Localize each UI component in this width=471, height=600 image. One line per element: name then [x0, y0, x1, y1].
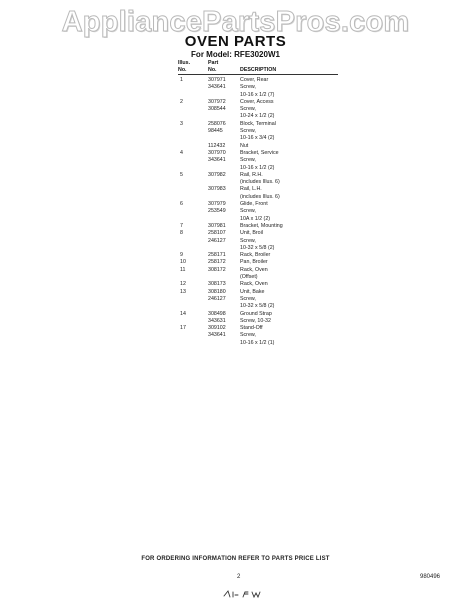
illus-number — [178, 84, 208, 91]
table-row — [178, 113, 338, 120]
illus-number — [178, 318, 208, 325]
illus-number — [178, 128, 208, 135]
illus-number: 13 — [180, 288, 186, 295]
table-row — [178, 238, 338, 245]
part-description: (includes Illus. 6) — [240, 179, 280, 186]
part-number: 246127 — [208, 295, 226, 302]
table-row — [178, 332, 338, 339]
table-row — [178, 77, 338, 84]
table-row — [178, 106, 338, 113]
part-description: Screw, — [240, 157, 256, 164]
part-number: 258171 — [208, 252, 226, 259]
illus-number: 8 — [180, 230, 183, 237]
part-number — [208, 179, 240, 186]
table-row — [178, 172, 338, 179]
part-description: Screw, — [240, 208, 256, 215]
part-description: Ground Strap — [240, 310, 272, 317]
table-row — [178, 92, 338, 99]
part-number — [208, 340, 240, 347]
illus-number — [178, 92, 208, 99]
part-number: 308498 — [208, 310, 226, 317]
handwritten-mark — [222, 589, 266, 599]
part-description: (Offset) — [240, 274, 258, 281]
illus-number: 10 — [180, 259, 186, 266]
table-row — [178, 245, 338, 252]
table-row — [178, 157, 338, 164]
table-row — [178, 252, 338, 259]
part-description: Block, Terminal — [240, 120, 276, 127]
part-number: 343641 — [208, 332, 226, 339]
illus-number — [178, 332, 208, 339]
illus-number: 1 — [180, 77, 183, 83]
part-number: 258172 — [208, 259, 226, 266]
table-row — [178, 311, 338, 318]
part-number — [208, 216, 240, 223]
watermark-logo: AppliancePartsPros.com — [61, 6, 410, 38]
table-row — [178, 84, 338, 91]
part-description: 10-32 x 5/8 (2) — [240, 303, 275, 310]
table-row — [178, 186, 338, 193]
table-row — [178, 289, 338, 296]
illus-number — [178, 208, 208, 215]
illus-number: 7 — [180, 222, 183, 229]
part-description: Rack, Oven — [240, 281, 268, 288]
illus-number — [178, 143, 208, 150]
illus-number: 3 — [180, 120, 183, 127]
part-number: 307982 — [208, 171, 226, 178]
illus-number — [178, 245, 208, 252]
part-number: 98445 — [208, 128, 223, 135]
table-row — [178, 274, 338, 281]
part-description: Rail, L.H. — [240, 186, 262, 193]
part-number — [208, 274, 240, 281]
part-description: 10-16 x 1/2 (1) — [240, 339, 275, 346]
table-header-row-2 — [178, 67, 338, 76]
illus-number — [178, 340, 208, 347]
page-number: 2 — [237, 574, 241, 580]
part-number — [208, 303, 240, 310]
table-row — [178, 194, 338, 201]
illus-number — [178, 186, 208, 193]
part-number — [208, 194, 240, 201]
page-title: OVEN PARTS — [184, 33, 287, 50]
part-description: 10-24 x 1/2 (2) — [240, 113, 275, 120]
part-number: 112432 — [208, 142, 226, 149]
table-row — [178, 121, 338, 128]
header-illus-line2: No. — [178, 66, 187, 73]
illus-number: 14 — [180, 310, 186, 317]
table-row — [178, 99, 338, 106]
part-number: 258076 — [208, 120, 226, 127]
part-description: 10-16 x 1/2 (7) — [240, 91, 275, 98]
part-number — [208, 135, 240, 142]
header-part-line1: Part — [208, 60, 219, 66]
part-description: Screw, — [240, 237, 256, 244]
table-row — [178, 296, 338, 303]
table-row — [178, 318, 338, 325]
table-row — [178, 143, 338, 150]
table-row — [178, 216, 338, 223]
part-number — [208, 113, 240, 120]
table-row — [178, 303, 338, 310]
illus-number — [178, 194, 208, 201]
table-row — [178, 201, 338, 208]
table-row — [178, 208, 338, 215]
illus-number: 11 — [180, 266, 186, 273]
part-description: Cover, Rear — [240, 77, 269, 83]
table-row — [178, 150, 338, 157]
table-row — [178, 267, 338, 274]
part-description: Screw, — [240, 84, 256, 91]
table-row — [178, 281, 338, 288]
part-number: 309102 — [208, 325, 226, 332]
part-number: 307981 — [208, 222, 226, 229]
table-row — [178, 259, 338, 266]
illus-number — [178, 165, 208, 172]
table-row — [178, 223, 338, 230]
illus-number — [178, 296, 208, 303]
part-number: 307979 — [208, 201, 226, 208]
part-description: Pan, Broiler — [240, 259, 268, 266]
illus-number — [178, 106, 208, 113]
illus-number: 17 — [180, 325, 186, 332]
part-description: Stand-Off — [240, 325, 263, 332]
illus-number — [178, 113, 208, 120]
part-description: Screw, 10-32 — [240, 317, 271, 324]
table-row — [178, 128, 338, 135]
header-description: DESCRIPTION — [240, 66, 277, 73]
part-description: Rack, Oven — [240, 266, 268, 273]
table-row — [178, 325, 338, 332]
part-number: 307970 — [208, 149, 226, 156]
part-number: 343641 — [208, 84, 226, 91]
part-description: 10-16 x 3/4 (2) — [240, 135, 275, 142]
part-description: (includes Illus. 6) — [240, 193, 280, 200]
model-line: For Model: RFE3020W1 — [191, 50, 280, 59]
illus-number — [178, 157, 208, 164]
illus-number: 12 — [180, 281, 186, 288]
illus-number — [178, 216, 208, 223]
part-number: 307971 — [208, 77, 226, 83]
part-number: 343631 — [208, 317, 226, 324]
illus-number — [178, 303, 208, 310]
part-description: Screw, — [240, 106, 256, 113]
part-description: Bracket, Mounting — [240, 222, 283, 229]
header-part-line2: No. — [208, 66, 217, 73]
illus-number — [178, 238, 208, 245]
part-number — [208, 245, 240, 252]
part-description: 10-16 x 1/2 (2) — [240, 164, 275, 171]
part-description: Unit, Bake — [240, 288, 265, 295]
part-description: Rail, R.H. — [240, 171, 263, 178]
part-number: 343641 — [208, 157, 226, 164]
table-row — [178, 179, 338, 186]
illus-number: 9 — [180, 252, 183, 259]
illus-number: 6 — [180, 201, 183, 208]
part-description: Bracket, Service — [240, 149, 279, 156]
illus-number: 4 — [180, 149, 183, 156]
part-description: Rack, Broiler — [240, 252, 271, 259]
part-description: Glide, Front — [240, 201, 268, 208]
part-number: 258107 — [208, 230, 226, 237]
illus-number: 2 — [180, 98, 183, 105]
illus-number: 5 — [180, 171, 183, 178]
parts-rows — [178, 77, 338, 347]
part-description: Screw, — [240, 332, 256, 339]
part-number: 308173 — [208, 281, 226, 288]
part-description: 10-32 x 5/8 (2) — [240, 244, 275, 251]
part-description: Nut — [240, 142, 249, 149]
table-row — [178, 135, 338, 142]
illus-number — [178, 179, 208, 186]
illus-number — [178, 135, 208, 142]
part-description: Screw, — [240, 128, 256, 135]
table-row — [178, 165, 338, 172]
document-code: 980496 — [420, 574, 441, 580]
illus-number — [178, 274, 208, 281]
part-number: 307983 — [208, 186, 226, 193]
part-number: 253549 — [208, 208, 226, 215]
part-number: 308180 — [208, 288, 226, 295]
part-number: 307972 — [208, 98, 226, 105]
part-number — [208, 92, 240, 99]
part-number — [208, 165, 240, 172]
table-row — [178, 230, 338, 237]
part-description: Unit, Broil — [240, 230, 263, 237]
part-number: 308544 — [208, 106, 226, 113]
part-number: 308172 — [208, 266, 226, 273]
part-description: Cover, Access — [240, 98, 274, 105]
table-row — [178, 340, 338, 347]
header-illus-line1: Illus. — [178, 60, 191, 66]
part-description: Screw, — [240, 295, 256, 302]
part-description: 10A x 1/2 (2) — [240, 215, 271, 222]
part-number: 246127 — [208, 237, 226, 244]
parts-table — [178, 60, 338, 347]
ordering-note: FOR ORDERING INFORMATION REFER TO PARTS PRICE LIST — [141, 556, 330, 562]
